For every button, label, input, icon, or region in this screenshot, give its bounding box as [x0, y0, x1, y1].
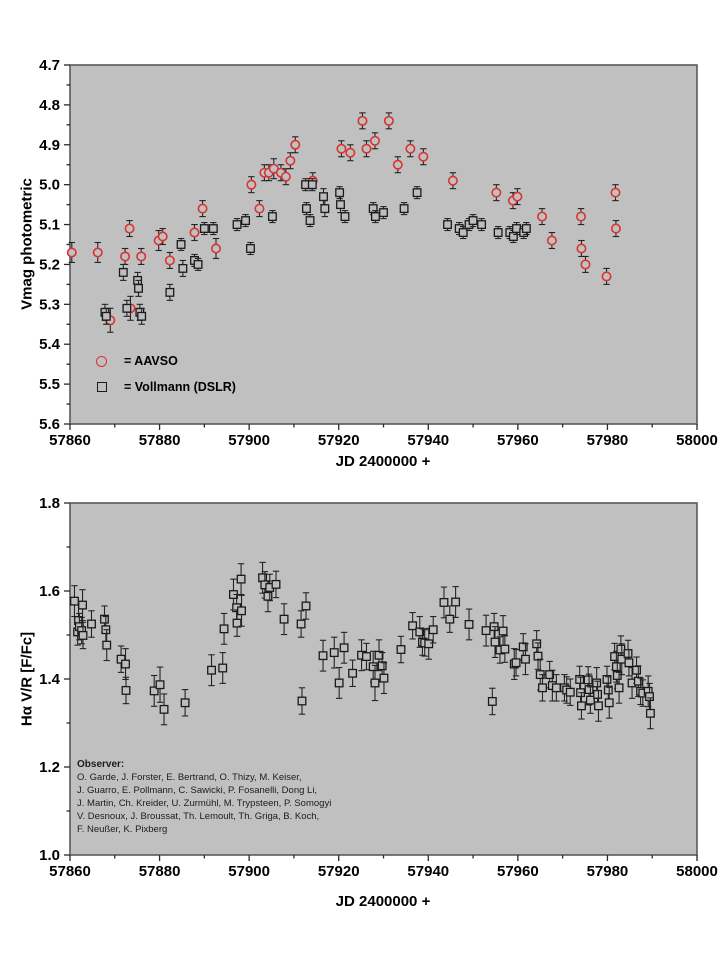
x-tick-label: 58000 — [676, 863, 718, 880]
x-tick-label: 57980 — [586, 432, 629, 449]
observer-line: J. Martin, Ch. Kreider, U. Zurmühl, M. Trypsteen, P. Somogyi — [77, 798, 332, 809]
x-tick-label: 57880 — [138, 863, 181, 880]
x-tick-label: 57880 — [138, 432, 181, 449]
y-tick-label: 5.6 — [39, 416, 60, 433]
x-tick-label: 57980 — [586, 863, 629, 880]
y-tick-label: 4.8 — [39, 96, 60, 114]
observer-line: V. Desnoux, J. Broussat, Th. Lemoult, Th. Griga, B. Koch, — [77, 811, 320, 822]
x-tick-label: 57900 — [228, 432, 271, 449]
y-tick-label: 5.4 — [39, 336, 60, 354]
x-tick-label: 57860 — [49, 863, 91, 880]
vollmann-square-icon — [97, 382, 107, 392]
x-tick-label: 58000 — [676, 432, 718, 449]
y-tick-label: 1.4 — [39, 671, 60, 688]
x-tick-label: 57920 — [317, 432, 360, 449]
y-tick-label: 1.8 — [39, 495, 60, 512]
bottom-y-axis-title: Hα V/R [F/Fc] — [18, 631, 36, 727]
observer-annotation — [77, 758, 407, 836]
y-tick-label: 1.2 — [39, 759, 60, 776]
x-tick-label: 57960 — [496, 432, 539, 449]
bottom-x-axis-title: JD 2400000 + — [335, 893, 431, 910]
legend — [96, 348, 236, 400]
y-tick-label: 4.7 — [39, 57, 60, 74]
y-tick-label: 5.0 — [39, 176, 60, 194]
y-tick-label: 5.3 — [39, 296, 60, 314]
x-tick-label: 57940 — [407, 432, 450, 449]
observer-line: J. Guarro, E. Pollmann, C. Sawicki, P. Fosanelli, Dong Li, — [77, 785, 318, 796]
y-tick-label: 4.9 — [39, 136, 60, 154]
y-tick-label: 1.0 — [39, 847, 60, 864]
legend-label-vollmann: = Vollmann (DSLR) — [124, 380, 236, 394]
aavso-circle-icon — [96, 356, 107, 367]
y-tick-label: 5.2 — [39, 256, 60, 274]
y-tick-label: 5.1 — [39, 216, 60, 234]
legend-item-aavso — [96, 348, 236, 374]
x-tick-label: 57960 — [496, 863, 539, 880]
top-x-axis-title: JD 2400000 + — [335, 453, 431, 470]
y-tick-label: 5.5 — [39, 376, 60, 394]
x-tick-label: 57900 — [228, 863, 271, 880]
observer-title: Observer: — [77, 759, 125, 770]
top-y-axis-title: Vmag photometric — [18, 178, 36, 310]
y-tick-label: 1.6 — [39, 583, 60, 600]
x-tick-label: 57940 — [407, 863, 450, 880]
observer-line: O. Garde, J. Forster, E. Bertrand, O. Thizy, M. Keiser, — [77, 772, 302, 783]
observer-line: F. Neußer, K. Pixberg — [77, 824, 168, 835]
legend-label-aavso: = AAVSO — [124, 354, 178, 368]
x-tick-label: 57920 — [317, 863, 360, 880]
x-tick-label: 57860 — [49, 432, 91, 449]
legend-item-vollmann — [96, 374, 236, 400]
